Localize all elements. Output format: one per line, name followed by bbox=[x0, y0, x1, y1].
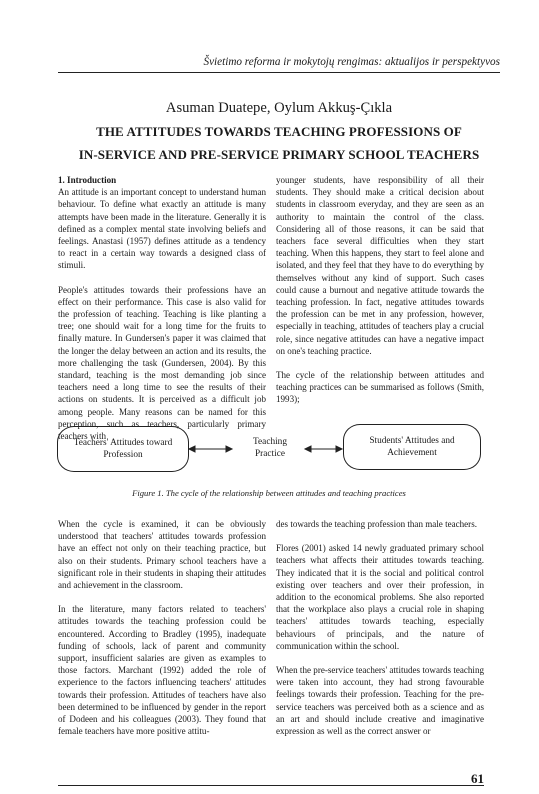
section-heading: 1. Introduction bbox=[58, 175, 117, 185]
paragraph: younger students, have responsibility of all their students. They should make a critical decision about students in classroom everyday, and they are seen as an authority to maintain the control of the class. Considering all of those reasons, it can be said that teachers face several difficulties when they start teaching. When this happens, they start to feel alone and isolated, and they feel that they have to do everything by themselves without any kind of support. Such cases could cause a burnout and negative attitude towards the teaching profession. In fact, negative attitudes towards the profession can be met in any profession, however, especially in teaching, attitudes of teachers play a crucial role, since negative attitudes can have a negative impact on one's teaching practice. bbox=[276, 175, 484, 356]
box-teaching-practice: Teaching Practice bbox=[253, 437, 287, 459]
paragraph: Flores (2001) asked 14 newly graduated primary school teachers what affects their attitudes towards teaching. They indicated that it is the social and political control existing over teachers and over their profession, in addition to the economical problems. She also reported that the workplace also plays a crucial role in shaping teachers' attitudes towards teaching, especially behaviours of principals, and the nature of communication within the school. bbox=[276, 543, 484, 651]
paragraph: In the literature, many factors related to teachers' attitudes towards the teaching profession could be encountered. According to Bradley (1995), inadequate funding of schools, lack of parent and community support, insufficient salaries are given as examples to those factors. Marchant (1992) added the role of experience to the factors influencing teachers' attitudes towards their profession. Attitudes of teachers have also been determined to be influenced by gender in the report of Dodeen and his colleagues (2003). They found that female teachers have more positive attitu- bbox=[58, 604, 266, 737]
title-line-1: THE ATTITUDES TOWARDS TEACHING PROFESSIONS OF bbox=[96, 124, 462, 139]
box-teachers-attitudes: Teachers' Attitudes toward Profession bbox=[57, 426, 189, 472]
left-column-bottom bbox=[58, 518, 266, 749]
paragraph: People's attitudes towards their professions have an effect on their performance. This case is also valid for the profession of teaching. Teaching is like planting a tree; one should wait for a long time for the fruits to finally mature. In Gundersen's paper it was claimed that the longer the delay between an action and its results, the more challenging the task (Gundersen, 2004). By this standard, teaching is the most demanding job since teachers need a long time to see the results of their actions on students. It is perceived as a difficult job among people. Many reasons can be named for this perception, such as teachers, particularly primary teachers with bbox=[58, 284, 266, 442]
arrowhead-icon bbox=[336, 446, 342, 452]
paragraph: An attitude is an important concept to understand human behaviour. To define what exactly an attitude is many attempts have been made in the literature. Generally it is defined as a complex mental state involving beliefs and feelings. Anastasi (1957) defines attitude as a tendency to react in a certain way towards a designed class of stimuli. bbox=[58, 187, 266, 271]
right-column-bottom bbox=[276, 518, 484, 749]
arrowhead-icon bbox=[305, 446, 311, 452]
title-line-2: IN-SERVICE AND PRE-SERVICE PRIMARY SCHOOL TEACHERS bbox=[78, 147, 480, 162]
paragraph: When the cycle is examined, it can be obviously understood that teachers' attitudes towards profession have an effect not only on their teaching practice, but also on their students. Primary school teachers have a significant role in their students in shaping their attitudes and achievement in the classroom. bbox=[58, 519, 266, 591]
authors: Asuman Duatepe, Oylum Akkuş-Çıkla bbox=[165, 100, 393, 116]
paragraph: des towards the teaching profession than male teachers. bbox=[276, 519, 477, 529]
paragraph: When the pre-service teachers' attitudes towards teaching were taken into account, they had strong favourable feelings towards their profession. Teaching for the pre-service teachers was perceived both as a science and as an art and should include creative and imaginative expression as well as the correct answer or bbox=[276, 665, 484, 737]
running-header: Švietimo reforma ir mokytojų rengimas: aktualijos ir perspektyvos bbox=[203, 56, 500, 68]
figure-caption: Figure 1. The cycle of the relationship between attitudes and teaching practices bbox=[132, 488, 406, 498]
arrowhead-icon bbox=[226, 446, 232, 452]
paragraph: The cycle of the relationship between attitudes and teaching practices can be summarised as follows (Smith, 1993); bbox=[276, 370, 484, 405]
footer-rule bbox=[58, 785, 484, 786]
arrowhead-icon bbox=[189, 446, 195, 452]
box-students-attitudes: Students' Attitudes and Achievement bbox=[343, 424, 481, 470]
page-number: 61 bbox=[471, 771, 484, 786]
